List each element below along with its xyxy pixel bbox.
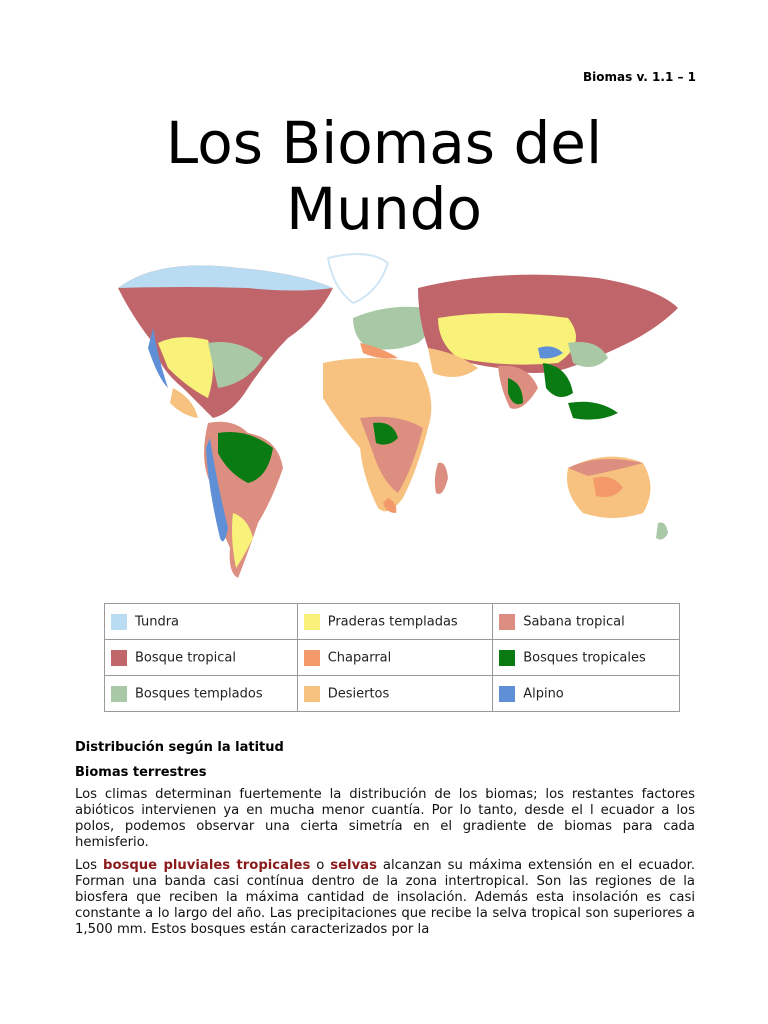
legend-swatch bbox=[111, 650, 127, 666]
legend-label: Bosque tropical bbox=[135, 650, 236, 665]
paragraph-2 bbox=[75, 858, 695, 938]
legend-swatch bbox=[304, 614, 320, 630]
title-line-1: Los Biomas del bbox=[165, 109, 603, 177]
legend-swatch bbox=[304, 686, 320, 702]
biome-legend bbox=[104, 603, 680, 712]
legend-item bbox=[105, 676, 298, 712]
legend-swatch bbox=[499, 650, 515, 666]
legend-label: Bosques templados bbox=[135, 686, 263, 701]
legend-item bbox=[297, 640, 492, 676]
new-zealand bbox=[656, 522, 668, 539]
legend-row bbox=[105, 640, 680, 676]
term-selvas: selvas bbox=[330, 858, 377, 873]
title-line-2: Mundo bbox=[286, 175, 482, 243]
legend-item bbox=[493, 604, 680, 640]
legend-swatch bbox=[111, 614, 127, 630]
world-biome-map bbox=[98, 248, 682, 588]
legend-swatch bbox=[499, 686, 515, 702]
section-heading: Distribución según la latitud bbox=[75, 740, 284, 755]
legend-swatch bbox=[499, 614, 515, 630]
legend-label: Alpino bbox=[523, 686, 564, 701]
legend-item bbox=[297, 604, 492, 640]
greenland bbox=[328, 254, 388, 303]
paragraph-2-body: alcanzan su máxima extensión en el ecuador. Forman una banda casi contínua dentro de la zona intertropical. Son las regiones de la biosfera que reciben la máxima cantidad de insolación. Además esta insolación es casi constante a lo largo del año. Las precipitaciones que recibe la selva tropical son superiores a 1,500 mm. Estos bosques están caracterizados por la bbox=[75, 858, 696, 937]
madagascar bbox=[435, 463, 448, 494]
legend-item bbox=[105, 604, 298, 640]
legend-row bbox=[105, 604, 680, 640]
legend-item bbox=[493, 676, 680, 712]
section-subheading: Biomas terrestres bbox=[75, 765, 207, 780]
legend-item bbox=[297, 676, 492, 712]
paragraph-2-conjunction: o bbox=[310, 858, 331, 873]
page-title bbox=[0, 110, 768, 242]
europe bbox=[353, 307, 431, 350]
term-bosque-pluviales: bosque pluviales tropicales bbox=[103, 858, 311, 873]
legend-label: Sabana tropical bbox=[523, 614, 625, 629]
legend-label: Tundra bbox=[135, 614, 180, 629]
legend-swatch bbox=[111, 686, 127, 702]
legend-label: Desiertos bbox=[327, 686, 390, 701]
legend-item bbox=[493, 640, 680, 676]
paragraph-2-lead: Los bbox=[75, 858, 103, 873]
paragraph-1: Los climas determinan fuertemente la distribución de los biomas; los restantes factores abióticos intervienen ya en mucha menor cuantía. Por lo tanto, desde el l ecuador a los polos, podemos observar una cierta simetría en el gradiente de biomas para cada hemisferio. bbox=[75, 787, 695, 850]
se-asia-islands bbox=[568, 402, 618, 420]
legend-item bbox=[105, 640, 298, 676]
legend-row bbox=[105, 676, 680, 712]
legend-label: Bosques tropicales bbox=[523, 650, 646, 665]
legend-label: Praderas templadas bbox=[327, 614, 458, 629]
legend-swatch bbox=[304, 650, 320, 666]
legend-label: Chaparral bbox=[327, 650, 392, 665]
page-reference: Biomas v. 1.1 – 1 bbox=[583, 70, 696, 84]
